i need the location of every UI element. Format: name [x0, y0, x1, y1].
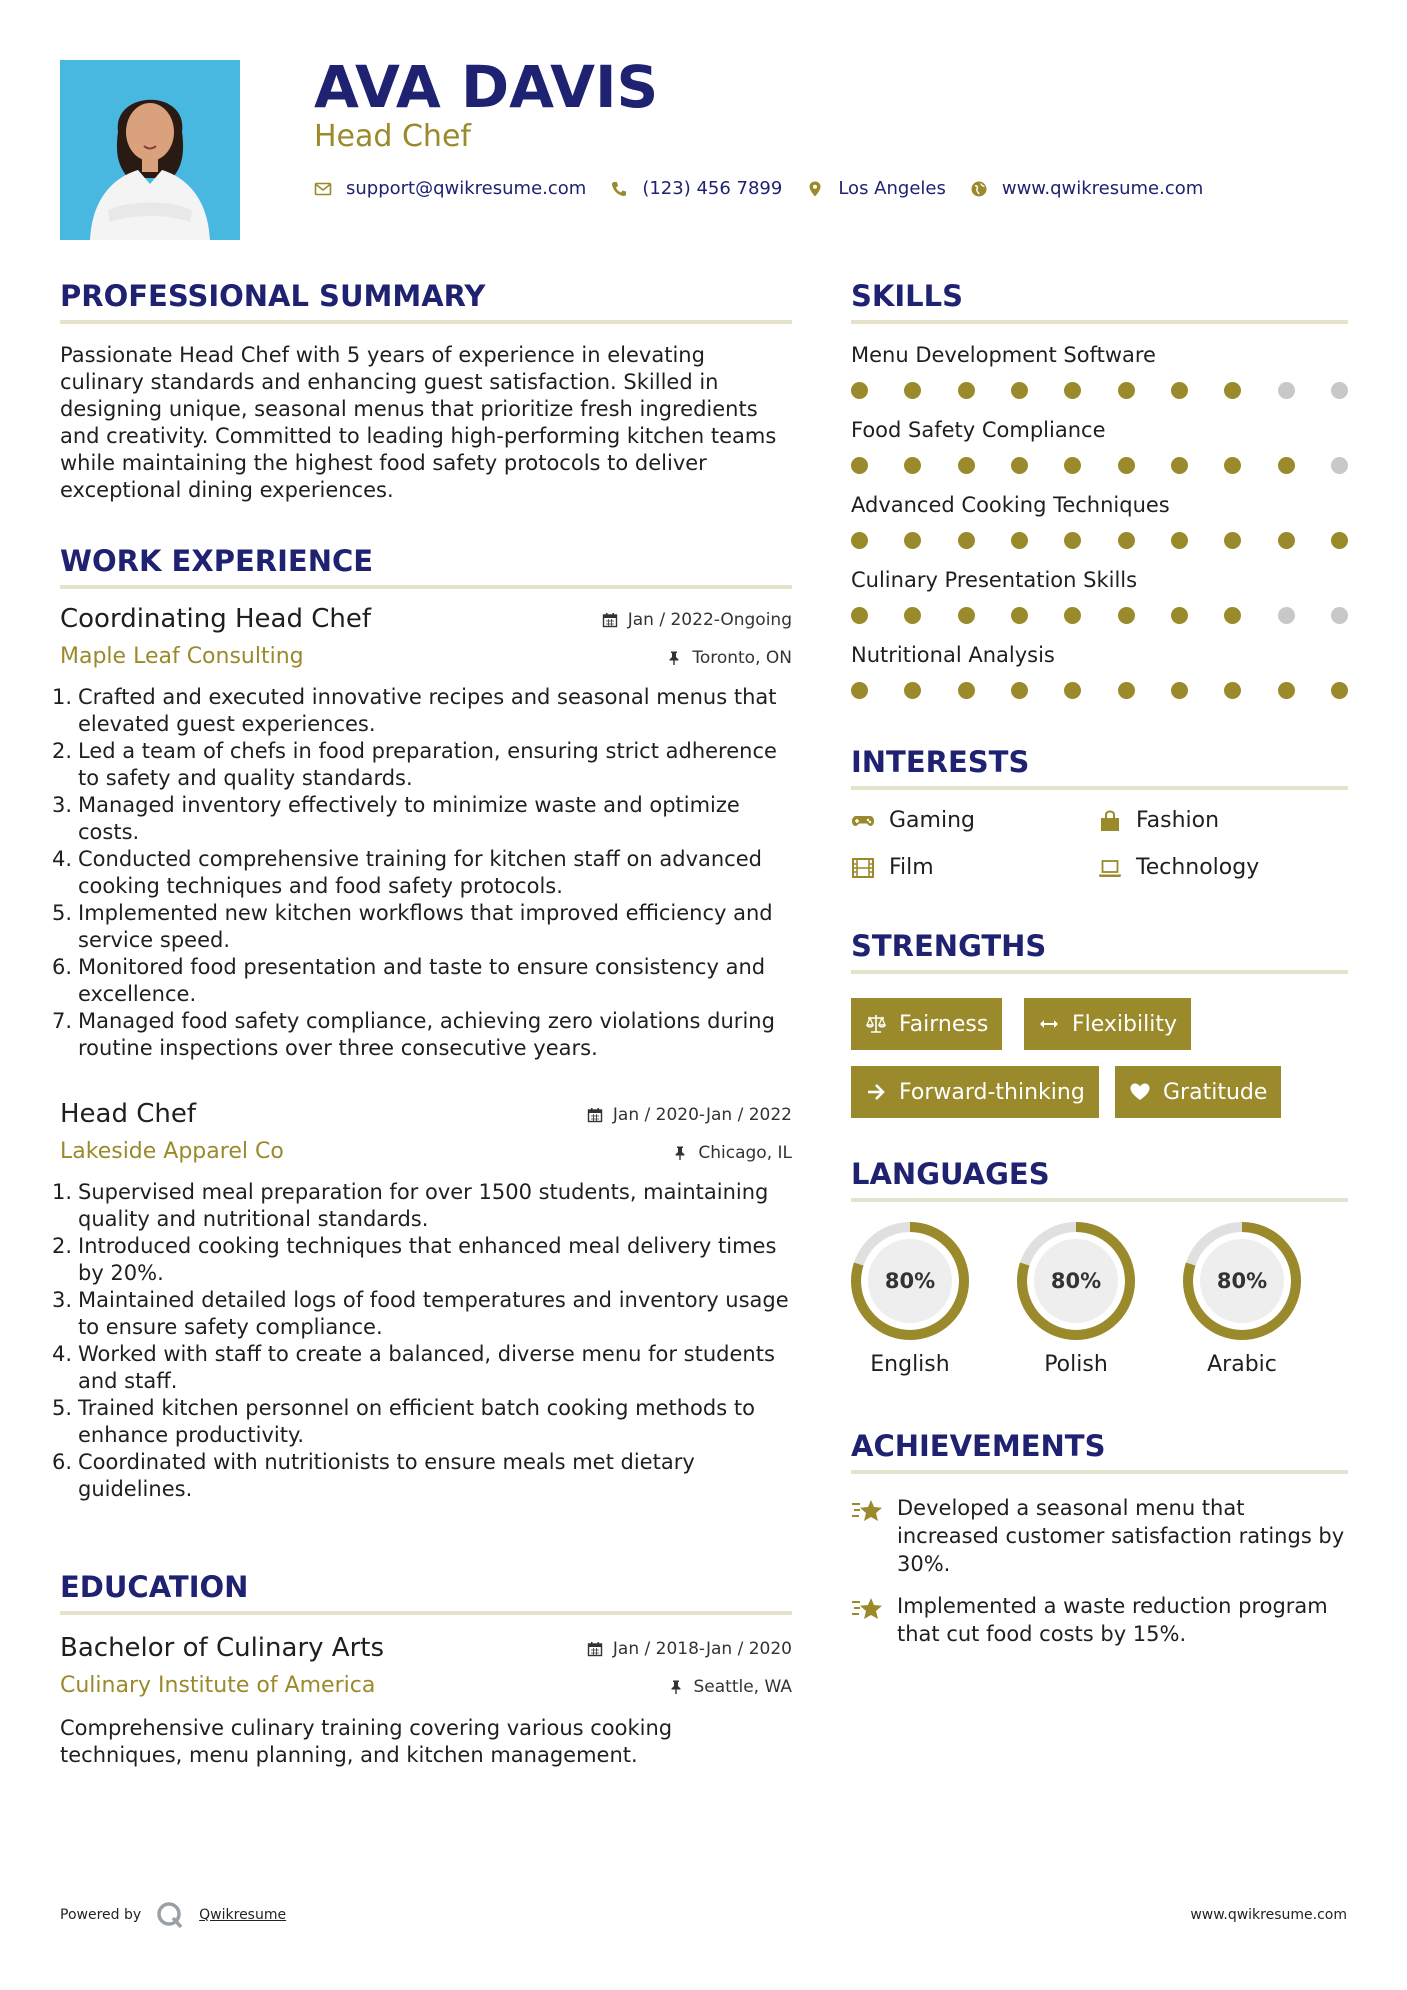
calendar-icon: [587, 1107, 603, 1123]
skill-dot-filled: [1278, 457, 1295, 474]
skill-dot-filled: [1224, 682, 1241, 699]
skill-rating: [851, 682, 1348, 699]
contact-email[interactable]: [314, 178, 586, 199]
strength-badge: [1115, 1066, 1281, 1118]
job-title: Coordinating Head Chef: [60, 604, 372, 634]
calendar-icon: [602, 612, 618, 628]
job-company: Lakeside Apparel Co: [60, 1139, 284, 1164]
skill-dot-empty: [1278, 607, 1295, 624]
footer-powered-by: [60, 1900, 286, 1930]
skill-dot-filled: [1224, 532, 1241, 549]
job-entry: [52, 604, 792, 1074]
interest-label: Film: [889, 855, 934, 880]
experience-divider: [60, 585, 792, 589]
list-item: 7. Managed food safety compliance, achieving zero violations during routine inspections over three consecutive years.: [52, 1009, 775, 1060]
profile-photo: [60, 60, 240, 240]
interest-item: [1098, 808, 1219, 833]
skill-dot-filled: [1171, 457, 1188, 474]
education-divider: [60, 1611, 792, 1615]
job-location: [666, 648, 792, 668]
language-name: Arabic: [1207, 1352, 1277, 1377]
skill-dot-filled: [1064, 457, 1081, 474]
job-title: Head Chef: [60, 1099, 197, 1129]
skill-rating: [851, 607, 1348, 624]
strength-badge: [851, 1066, 1099, 1118]
skill-dot-filled: [904, 607, 921, 624]
strength-label: Flexibility: [1072, 1011, 1177, 1037]
skill-rating: [851, 532, 1348, 549]
list-item: 5. Trained kitchen personnel on efficient batch cooking methods to enhance productivity.: [52, 1396, 755, 1447]
strength-badge: [851, 998, 1002, 1050]
skill-dot-filled: [1224, 382, 1241, 399]
skill-dot-filled: [1171, 382, 1188, 399]
skill-dot-filled: [1331, 682, 1348, 699]
interest-label: Gaming: [889, 808, 975, 833]
laptop-icon: [1098, 857, 1122, 879]
location-text: Los Angeles: [838, 178, 946, 199]
skill-dot-filled: [1171, 532, 1188, 549]
skill-dot-filled: [851, 457, 868, 474]
strength-label: Gratitude: [1163, 1079, 1268, 1105]
footer-website[interactable]: www.qwikresume.com: [1190, 1907, 1347, 1923]
skill-name: Nutritional Analysis: [851, 643, 1055, 667]
calendar-icon: [587, 1641, 603, 1657]
brand-link[interactable]: Qwikresume: [199, 1907, 287, 1923]
candidate-title: Head Chef: [314, 119, 471, 154]
skill-dot-filled: [904, 382, 921, 399]
strengths-divider: [851, 970, 1348, 974]
list-item: 2. Introduced cooking techniques that enhanced meal delivery times by 20%.: [52, 1234, 777, 1285]
achievement-text: Implemented a waste reduction program that cut food costs by 15%.: [897, 1594, 1328, 1646]
skill-dot-filled: [1171, 682, 1188, 699]
shooting-star-icon: [851, 1594, 885, 1624]
skill-dot-filled: [1011, 532, 1028, 549]
contact-location: [806, 178, 946, 199]
education-location: [668, 1677, 793, 1697]
strengths-heading: STRENGTHS: [851, 929, 1047, 963]
skill-dot-filled: [1278, 532, 1295, 549]
achievements-divider: [851, 1470, 1348, 1474]
website-text: www.qwikresume.com: [1001, 178, 1204, 199]
skill-rating: [851, 382, 1348, 399]
pushpin-icon: [666, 650, 682, 666]
education-heading: EDUCATION: [60, 1570, 249, 1604]
job-date: [587, 1105, 792, 1125]
shooting-star-icon: [851, 1496, 885, 1526]
skill-dot-filled: [904, 682, 921, 699]
language-percent: 80%: [1050, 1269, 1102, 1293]
skill-dot-filled: [1011, 607, 1028, 624]
skill-dot-filled: [1224, 457, 1241, 474]
globe-icon: [970, 180, 988, 198]
skill-name: Menu Development Software: [851, 343, 1156, 367]
skill-dot-filled: [1064, 607, 1081, 624]
list-item: 3. Managed inventory effectively to minimize waste and optimize costs.: [52, 793, 740, 844]
skills-heading: SKILLS: [851, 279, 963, 313]
envelope-icon: [314, 180, 332, 198]
skill-dot-filled: [851, 532, 868, 549]
list-item: 1. Crafted and executed innovative recipes and seasonal menus that elevated guest experiences.: [52, 685, 777, 736]
languages-divider: [851, 1198, 1348, 1202]
strength-label: Forward-thinking: [899, 1079, 1085, 1105]
language-ring: [1015, 1220, 1137, 1342]
list-item: 5. Implemented new kitchen workflows that improved efficiency and service speed.: [52, 901, 773, 952]
email-text: support@qwikresume.com: [346, 178, 587, 199]
skill-dot-filled: [851, 682, 868, 699]
interest-item: [851, 855, 934, 880]
education-entry: [60, 1633, 792, 1793]
list-item: 4. Conducted comprehensive training for kitchen staff on advanced cooking techniques and food safety protocols.: [52, 847, 762, 898]
job-bullets: [52, 684, 794, 1062]
language-name: English: [870, 1352, 950, 1377]
heart-icon: [1129, 1081, 1151, 1103]
skill-dot-filled: [904, 457, 921, 474]
job-bullets: [52, 1179, 794, 1503]
list-item: 6. Coordinated with nutritionists to ensure meals met dietary guidelines.: [52, 1450, 695, 1501]
list-item: 1. Supervised meal preparation for over 1500 students, maintaining quality and nutritional standards.: [52, 1180, 769, 1231]
skill-dot-filled: [851, 382, 868, 399]
skill-name: Food Safety Compliance: [851, 418, 1106, 442]
skill-dot-empty: [1331, 382, 1348, 399]
language-item: [1181, 1220, 1303, 1377]
job-location: [672, 1143, 792, 1163]
interest-label: Technology: [1136, 855, 1260, 880]
list-item: 2. Led a team of chefs in food preparation, ensuring strict adherence to safety and quality standards.: [52, 739, 777, 790]
language-ring: [849, 1220, 971, 1342]
skill-dot-filled: [904, 532, 921, 549]
language-ring: [1181, 1220, 1303, 1342]
contact-website[interactable]: [970, 178, 1203, 199]
skill-dot-filled: [1118, 682, 1135, 699]
achievement-item: [851, 1592, 1348, 1648]
skill-dot-filled: [1118, 607, 1135, 624]
arrow-right-icon: [865, 1081, 887, 1103]
skill-dot-filled: [1064, 382, 1081, 399]
school-name: Culinary Institute of America: [60, 1673, 376, 1698]
gamepad-icon: [851, 810, 875, 832]
achievement-text: Developed a seasonal menu that increased customer satisfaction ratings by 30%.: [897, 1496, 1345, 1576]
languages-heading: LANGUAGES: [851, 1157, 1050, 1191]
skill-dot-filled: [1224, 607, 1241, 624]
map-pin-icon: [806, 180, 824, 198]
language-item: [849, 1220, 971, 1377]
skill-dot-filled: [1064, 532, 1081, 549]
skill-dot-filled: [1118, 532, 1135, 549]
job-company: Maple Leaf Consulting: [60, 644, 304, 669]
interest-item: [1098, 855, 1259, 880]
shopping-bag-icon: [1098, 810, 1122, 832]
skill-dot-filled: [1011, 682, 1028, 699]
skills-divider: [851, 320, 1348, 324]
interests-divider: [851, 786, 1348, 790]
education-date-text: Jan / 2018-Jan / 2020: [612, 1639, 792, 1659]
skill-dot-filled: [851, 607, 868, 624]
qwikresume-logo-icon: [155, 1900, 185, 1930]
phone-text: (123) 456 7899: [642, 178, 783, 199]
language-percent: 80%: [884, 1269, 936, 1293]
phone-icon: [610, 180, 628, 198]
job-location-text: Chicago, IL: [698, 1143, 792, 1163]
skill-dot-filled: [1011, 457, 1028, 474]
interests-heading: INTERESTS: [851, 745, 1030, 779]
contact-phone[interactable]: [610, 178, 782, 199]
summary-divider: [60, 320, 792, 324]
powered-by-text: Powered by: [60, 1907, 142, 1923]
experience-heading: WORK EXPERIENCE: [60, 544, 374, 578]
skill-dot-filled: [958, 532, 975, 549]
skill-dot-empty: [1278, 382, 1295, 399]
skill-dot-empty: [1331, 457, 1348, 474]
skill-dot-filled: [1278, 682, 1295, 699]
job-location-text: Toronto, ON: [692, 648, 792, 668]
contact-bar: [314, 178, 1227, 199]
pushpin-icon: [672, 1145, 688, 1161]
film-icon: [851, 857, 875, 879]
list-item: 3. Maintained detailed logs of food temperatures and inventory usage to ensure safety compliance.: [52, 1288, 789, 1339]
strength-label: Fairness: [899, 1011, 989, 1037]
job-date-text: Jan / 2022-Ongoing: [627, 610, 792, 630]
double-arrow-icon: [1038, 1013, 1060, 1035]
skill-dot-filled: [958, 607, 975, 624]
skill-dot-filled: [958, 682, 975, 699]
skill-dot-filled: [1118, 382, 1135, 399]
degree-title: Bachelor of Culinary Arts: [60, 1633, 384, 1663]
summary-text: Passionate Head Chef with 5 years of experience in elevating culinary standards and enhancing guest satisfaction. Skilled in designing unique, seasonal menus that prioritize fresh ingredients and creativity. Committed to leading high-performing kitchen teams while maintaining the highest food safety protocols to deliver exceptional dining experiences.: [60, 343, 777, 502]
strength-badge: [1024, 998, 1191, 1050]
pushpin-icon: [668, 1679, 684, 1695]
skill-dot-filled: [1118, 457, 1135, 474]
skill-dot-filled: [1331, 532, 1348, 549]
skill-name: Advanced Cooking Techniques: [851, 493, 1170, 517]
list-item: 6. Monitored food presentation and taste to ensure consistency and excellence.: [52, 955, 766, 1006]
skill-rating: [851, 457, 1348, 474]
balance-scale-icon: [865, 1013, 887, 1035]
skill-dot-empty: [1331, 607, 1348, 624]
interest-item: [851, 808, 975, 833]
job-date: [602, 610, 792, 630]
list-item: 4. Worked with staff to create a balanced, diverse menu for students and staff.: [52, 1342, 775, 1393]
education-description: Comprehensive culinary training covering various cooking techniques, menu planning, and kitchen management.: [60, 1716, 673, 1767]
education-location-text: Seattle, WA: [693, 1677, 792, 1697]
achievement-item: [851, 1494, 1348, 1578]
job-date-text: Jan / 2020-Jan / 2022: [612, 1105, 792, 1125]
achievements-heading: ACHIEVEMENTS: [851, 1429, 1106, 1463]
skill-name: Culinary Presentation Skills: [851, 568, 1138, 592]
job-entry: [52, 1099, 792, 1519]
candidate-name: AVA DAVIS: [314, 53, 659, 121]
skill-dot-filled: [1011, 382, 1028, 399]
skill-dot-filled: [1064, 682, 1081, 699]
skill-dot-filled: [958, 457, 975, 474]
interest-label: Fashion: [1136, 808, 1220, 833]
skill-dot-filled: [1171, 607, 1188, 624]
skill-dot-filled: [958, 382, 975, 399]
person-illustration: [60, 60, 240, 240]
language-percent: 80%: [1216, 1269, 1268, 1293]
summary-heading: PROFESSIONAL SUMMARY: [60, 279, 486, 313]
language-name: Polish: [1044, 1352, 1108, 1377]
education-date: [587, 1639, 792, 1659]
language-item: [1015, 1220, 1137, 1377]
